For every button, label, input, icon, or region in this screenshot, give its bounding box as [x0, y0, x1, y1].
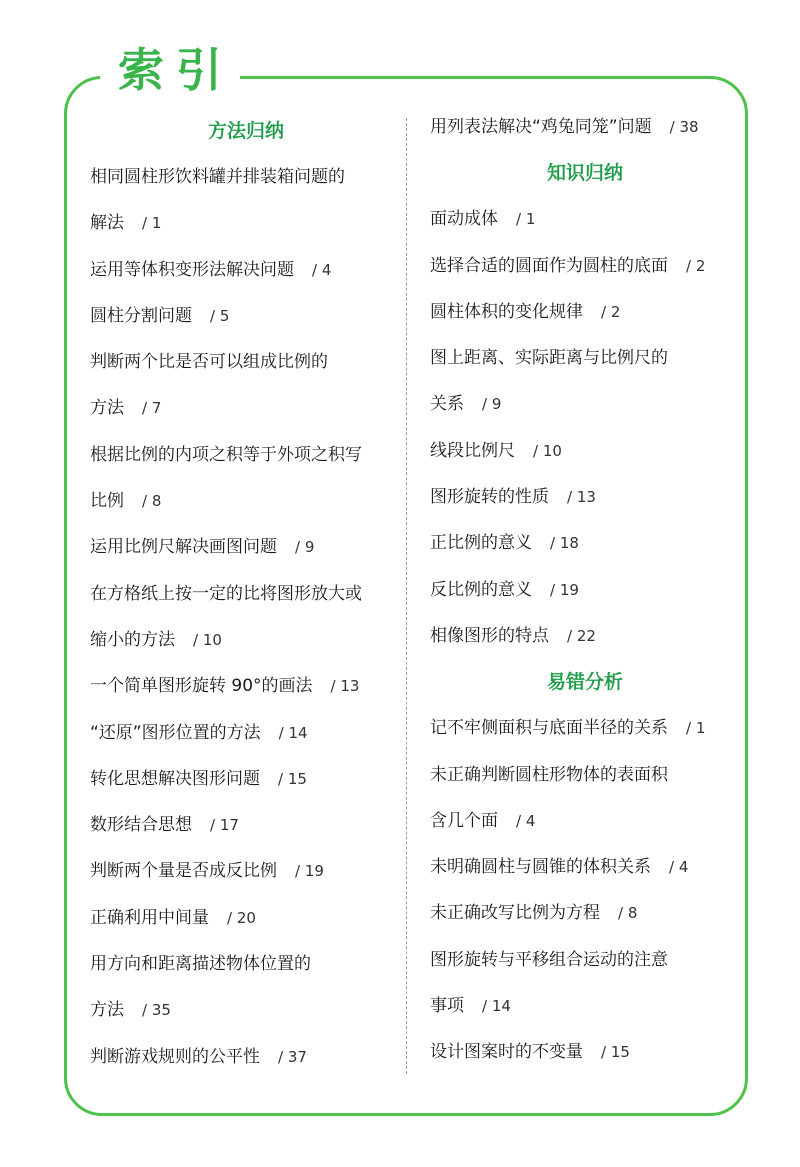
index-entry[interactable]: [90, 756, 396, 802]
section-heading-knowledge: 知识归纳: [546, 162, 623, 185]
index-entry[interactable]: [90, 524, 396, 570]
entry-page: / 15: [601, 1043, 630, 1062]
entry-text: 相同圆柱形饮料罐并排装箱问题的: [90, 167, 345, 187]
entry-page: / 10: [193, 630, 222, 649]
entry-page: / 14: [482, 997, 511, 1016]
index-entry[interactable]: [430, 798, 740, 844]
entry-text: 方法: [90, 398, 124, 419]
entry-text: 根据比例的内项之积等于外项之积写: [90, 444, 362, 465]
entry-page: / 17: [210, 816, 239, 835]
index-entry[interactable]: [90, 895, 396, 941]
entry-text: 圆柱分割问题: [90, 305, 192, 326]
entry-page: / 38: [669, 118, 699, 136]
index-entry[interactable]: [430, 196, 740, 242]
entry-text: 图上距离、实际距离与比例尺的: [430, 348, 668, 369]
entry-page: / 18: [550, 534, 579, 553]
index-entry[interactable]: [90, 710, 396, 756]
entry-page: / 5: [210, 306, 230, 325]
index-entry[interactable]: [430, 844, 740, 890]
entry-text: 未明确圆柱与圆锥的体积关系: [430, 857, 651, 878]
entry-page: / 4: [312, 260, 332, 279]
entry-text: 在方格纸上按一定的比将图形放大或: [90, 583, 362, 604]
index-entry[interactable]: [430, 937, 740, 983]
entry-text: “还原”图形位置的方法: [90, 722, 261, 743]
index-entry[interactable]: [430, 104, 740, 150]
index-entry[interactable]: [90, 987, 396, 1033]
entry-page: / 2: [686, 256, 706, 275]
entry-page: / 9: [482, 395, 502, 414]
entry-text: 运用等体积变形法解决问题: [90, 259, 294, 280]
entry-text: 设计图案时的不变量: [430, 1042, 583, 1063]
index-entry[interactable]: [430, 613, 740, 659]
page-title: 索引: [118, 43, 234, 97]
index-entry[interactable]: [430, 567, 740, 613]
entry-text: 解法: [90, 213, 124, 234]
index-entry[interactable]: [90, 617, 396, 663]
index-entry[interactable]: [430, 705, 740, 751]
methods-list: [90, 154, 396, 1080]
entry-page: / 19: [550, 580, 579, 599]
entry-text: 运用比例尺解决画图问题: [90, 537, 277, 558]
entry-page: / 14: [278, 723, 308, 742]
index-entry[interactable]: [90, 941, 396, 987]
index-entry[interactable]: [90, 154, 396, 200]
index-entry[interactable]: [430, 381, 740, 427]
index-entry[interactable]: [90, 432, 396, 478]
entry-page: / 1: [516, 210, 536, 229]
index-entry[interactable]: [430, 983, 740, 1029]
entry-text: 含几个面: [430, 810, 498, 831]
entry-page: / 8: [618, 904, 638, 923]
knowledge-list: [430, 196, 740, 659]
entry-page: / 35: [142, 1001, 171, 1020]
right-column: [430, 104, 740, 1076]
entry-text: 反比例的意义: [430, 579, 532, 600]
column-divider: [406, 118, 407, 1074]
entry-page: / 4: [669, 858, 689, 877]
entry-text: 数形结合思想: [90, 815, 192, 836]
entry-text: 方法: [90, 1000, 124, 1021]
entry-page: / 10: [533, 441, 562, 460]
entry-page: / 9: [295, 538, 315, 557]
index-entry[interactable]: [90, 478, 396, 524]
index-entry[interactable]: [430, 890, 740, 936]
index-entry[interactable]: [90, 247, 396, 293]
entry-text: 图形旋转与平移组合运动的注意: [430, 949, 668, 970]
entry-text: 用列表法解决“鸡兔同笼”问题: [430, 117, 652, 137]
index-entry[interactable]: [90, 339, 396, 385]
index-entry[interactable]: [430, 428, 740, 474]
entry-text: 关系: [430, 394, 464, 415]
entry-text: 面动成体: [430, 209, 498, 230]
index-entry[interactable]: [430, 243, 740, 289]
index-entry[interactable]: [90, 571, 396, 617]
entry-text: 缩小的方法: [90, 629, 175, 650]
entry-page: / 7: [142, 399, 162, 418]
entry-page: / 13: [330, 677, 360, 696]
entry-page: / 1: [686, 719, 706, 738]
index-entry[interactable]: [90, 848, 396, 894]
index-entry[interactable]: [90, 802, 396, 848]
entry-page: / 1: [142, 214, 162, 233]
entry-text: 判断两个比是否可以组成比例的: [90, 352, 328, 373]
index-entry[interactable]: [90, 200, 396, 246]
entry-text: 线段比例尺: [430, 440, 515, 461]
entry-text: 图形旋转的性质: [430, 487, 549, 508]
entry-page: / 20: [227, 908, 256, 927]
entry-text: 判断两个量是否成反比例: [90, 861, 277, 882]
index-entry[interactable]: [430, 474, 740, 520]
entry-text: 转化思想解决图形问题: [90, 768, 260, 789]
entry-text: 选择合适的圆面作为圆柱的底面: [430, 255, 668, 276]
index-entry[interactable]: [90, 1034, 396, 1080]
entry-text: 正确利用中间量: [90, 907, 209, 928]
index-entry[interactable]: [430, 335, 740, 381]
index-entry[interactable]: [430, 752, 740, 798]
section-heading-methods: 方法归纳: [207, 120, 284, 142]
entry-text: 比例: [90, 491, 124, 512]
entry-text: 未正确改写比例为方程: [430, 903, 600, 924]
entry-text: 用方向和距离描述物体位置的: [90, 954, 311, 975]
entry-page: / 8: [142, 492, 162, 511]
entry-text: 相像图形的特点: [430, 625, 549, 646]
left-column: [90, 108, 396, 1080]
index-entry[interactable]: [430, 289, 740, 335]
entry-text: 未正确判断圆柱形物体的表面积: [430, 764, 668, 785]
entry-page: / 22: [567, 626, 596, 645]
index-entry[interactable]: [90, 663, 396, 709]
index-entry[interactable]: [430, 1029, 740, 1075]
entry-text: 判断游戏规则的公平性: [90, 1046, 260, 1067]
entry-page: / 4: [516, 811, 536, 830]
errors-list: [430, 705, 740, 1075]
section-heading-errors: 易错分析: [546, 671, 623, 694]
entry-page: / 19: [295, 862, 324, 881]
entry-text: 一个简单图形旋转 90°的画法: [90, 676, 313, 697]
entry-page: / 15: [278, 769, 307, 788]
entry-text: 事项: [430, 996, 464, 1017]
index-entry[interactable]: [90, 293, 396, 339]
index-entry[interactable]: [430, 520, 740, 566]
index-entry[interactable]: [90, 385, 396, 431]
entry-text: 正比例的意义: [430, 533, 532, 554]
entry-text: 记不牢侧面积与底面半径的关系: [430, 718, 668, 739]
entry-page: / 2: [601, 302, 621, 321]
entry-page: / 13: [567, 488, 596, 507]
entry-text: 圆柱体积的变化规律: [430, 301, 583, 322]
entry-page: / 37: [278, 1047, 307, 1066]
